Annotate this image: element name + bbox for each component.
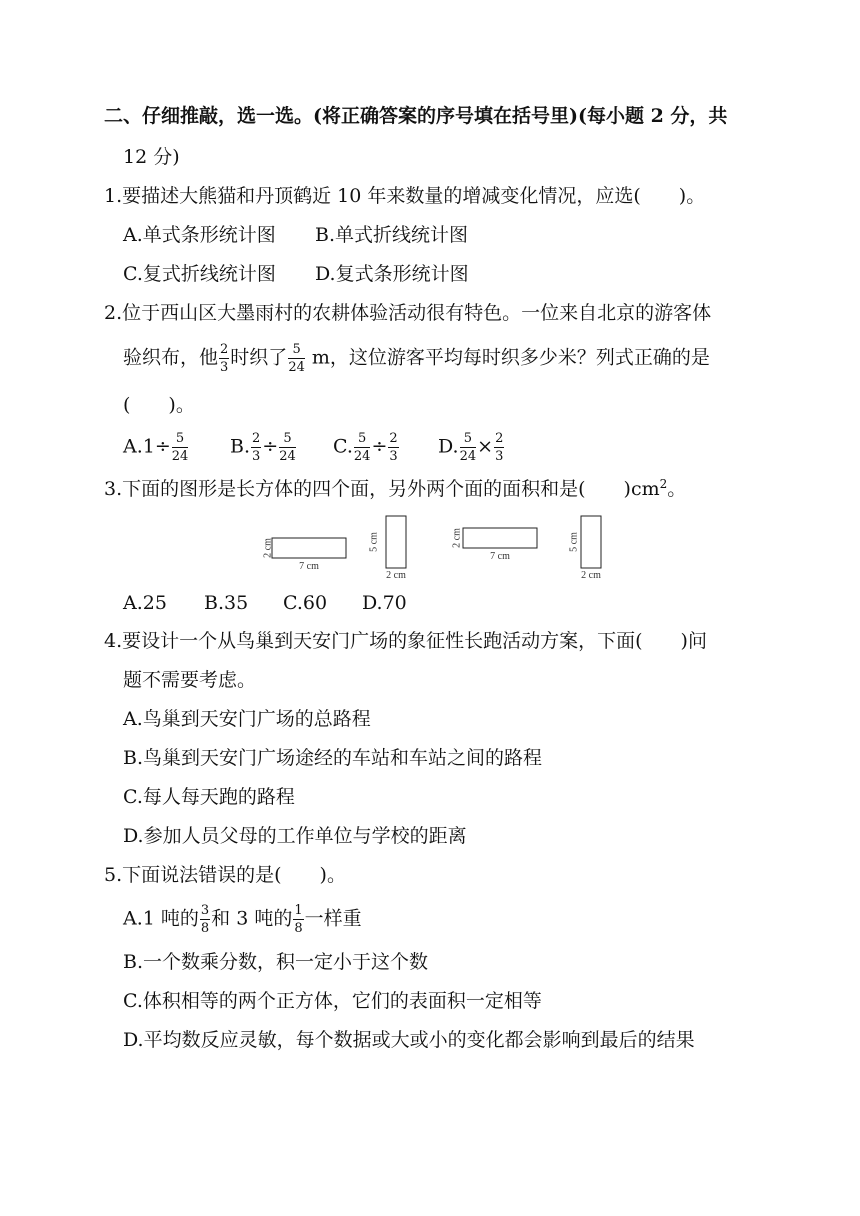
face-2x5-left [368,516,406,581]
face-2x5-right [568,516,601,581]
q4-option-a: A.鸟巢到天安门广场的总路程 [123,708,371,730]
q3-option-a: A.25 [123,592,167,614]
q3-option-c: C.60 [283,592,328,614]
fraction-1-8: $\frac{1}{8}$ [294,903,303,936]
q2-option-c: C. $\frac{5}{24}$ ÷ $\frac{2}{3}$ [333,431,398,464]
face-7x2-left [262,538,346,572]
q4-option-d: D.参加人员父母的工作单位与学校的距离 [123,825,467,847]
q2-option-b: B. $\frac{2}{3}$ ÷ $\frac{5}{24}$ [230,431,296,464]
q2-stem-part3: m，这位游客平均每时织多少米？列式正确的是 [305,346,710,369]
face-7x2-right [451,528,537,562]
q5-stem: 5.下面说法错误的是( )。 [104,864,346,886]
q1-option-a: A.单式条形统计图 [123,224,276,246]
svg-text:2 cm: 2 cm [386,570,406,581]
q2-stem-part2: 时织了 [230,346,288,369]
section-title: 二、仔细推敲，选一选。(将正确答案的序号填在括号里)(每小题 2 分，共 [104,105,728,127]
q4-stem-line2: 题不需要考虑。 [123,669,257,691]
svg-text:2 cm: 2 cm [581,570,601,581]
q3-option-b: B.35 [204,592,249,614]
q5-option-a: A.1 吨的 $\frac{3}{8}$ 和 3 吨的 $\frac{1}{8}$ 一样重 [123,903,362,936]
q3-option-d: D.70 [362,592,407,614]
q5-option-d: D.平均数反应灵敏，每个数据或大或小的变化都会影响到最后的结果 [123,1029,695,1051]
svg-text:7 cm: 7 cm [299,561,319,572]
svg-text:5 cm: 5 cm [368,532,380,552]
q1-option-c: C.复式折线统计图 [123,263,276,285]
q2-stem-line1: 2.位于西山区大墨雨村的农耕体验活动很有特色。一位来自北京的游客体 [104,302,712,324]
q4-stem-line1: 4.要设计一个从鸟巢到天安门广场的象征性长跑活动方案，下面( )问 [104,630,707,652]
fraction-3-8: $\frac{3}{8}$ [200,903,210,936]
q1-option-d: D.复式条形统计图 [315,263,469,285]
q2-option-d: D. $\frac{5}{24}$ × $\frac{2}{3}$ [438,431,504,464]
q2-stem-part1: 验织布，他 [123,346,219,369]
svg-text:7 cm: 7 cm [490,551,510,562]
q5-option-c: C.体积相等的两个正方体，它们的表面积一定相等 [123,990,542,1012]
fraction-2-3: $\frac{2}{3}$ [220,342,229,375]
q2-option-a: A.1÷ $\frac{5}{24}$ [123,431,189,464]
q1-stem: 1.要描述大熊猫和丹顶鹤近 10 年来数量的增减变化情况，应选( )。 [104,185,706,207]
section-title-cont: 12 分) [123,146,180,168]
svg-text:2 cm: 2 cm [262,538,274,558]
q3-stem: 3.下面的图形是长方体的四个面，另外两个面的面积和是( )$cm^2$。 [104,477,687,500]
q1-option-b: B.单式折线统计图 [315,224,469,246]
cuboid-faces-figure [250,508,620,582]
squared-sup: 2 [659,477,668,491]
q2-stem-line2 [123,343,710,374]
q4-option-c: C.每人每天跑的路程 [123,786,295,808]
q4-option-b: B.鸟巢到天安门广场途经的车站和车站之间的路程 [123,747,543,769]
fraction-5-24: $\frac{5}{24}$ [288,342,305,375]
svg-text:5 cm: 5 cm [568,532,580,552]
svg-text:2 cm: 2 cm [451,528,463,548]
q2-stem-line3: ( )。 [123,394,195,416]
q5-option-b: B.一个数乘分数，积一定小于这个数 [123,951,429,973]
